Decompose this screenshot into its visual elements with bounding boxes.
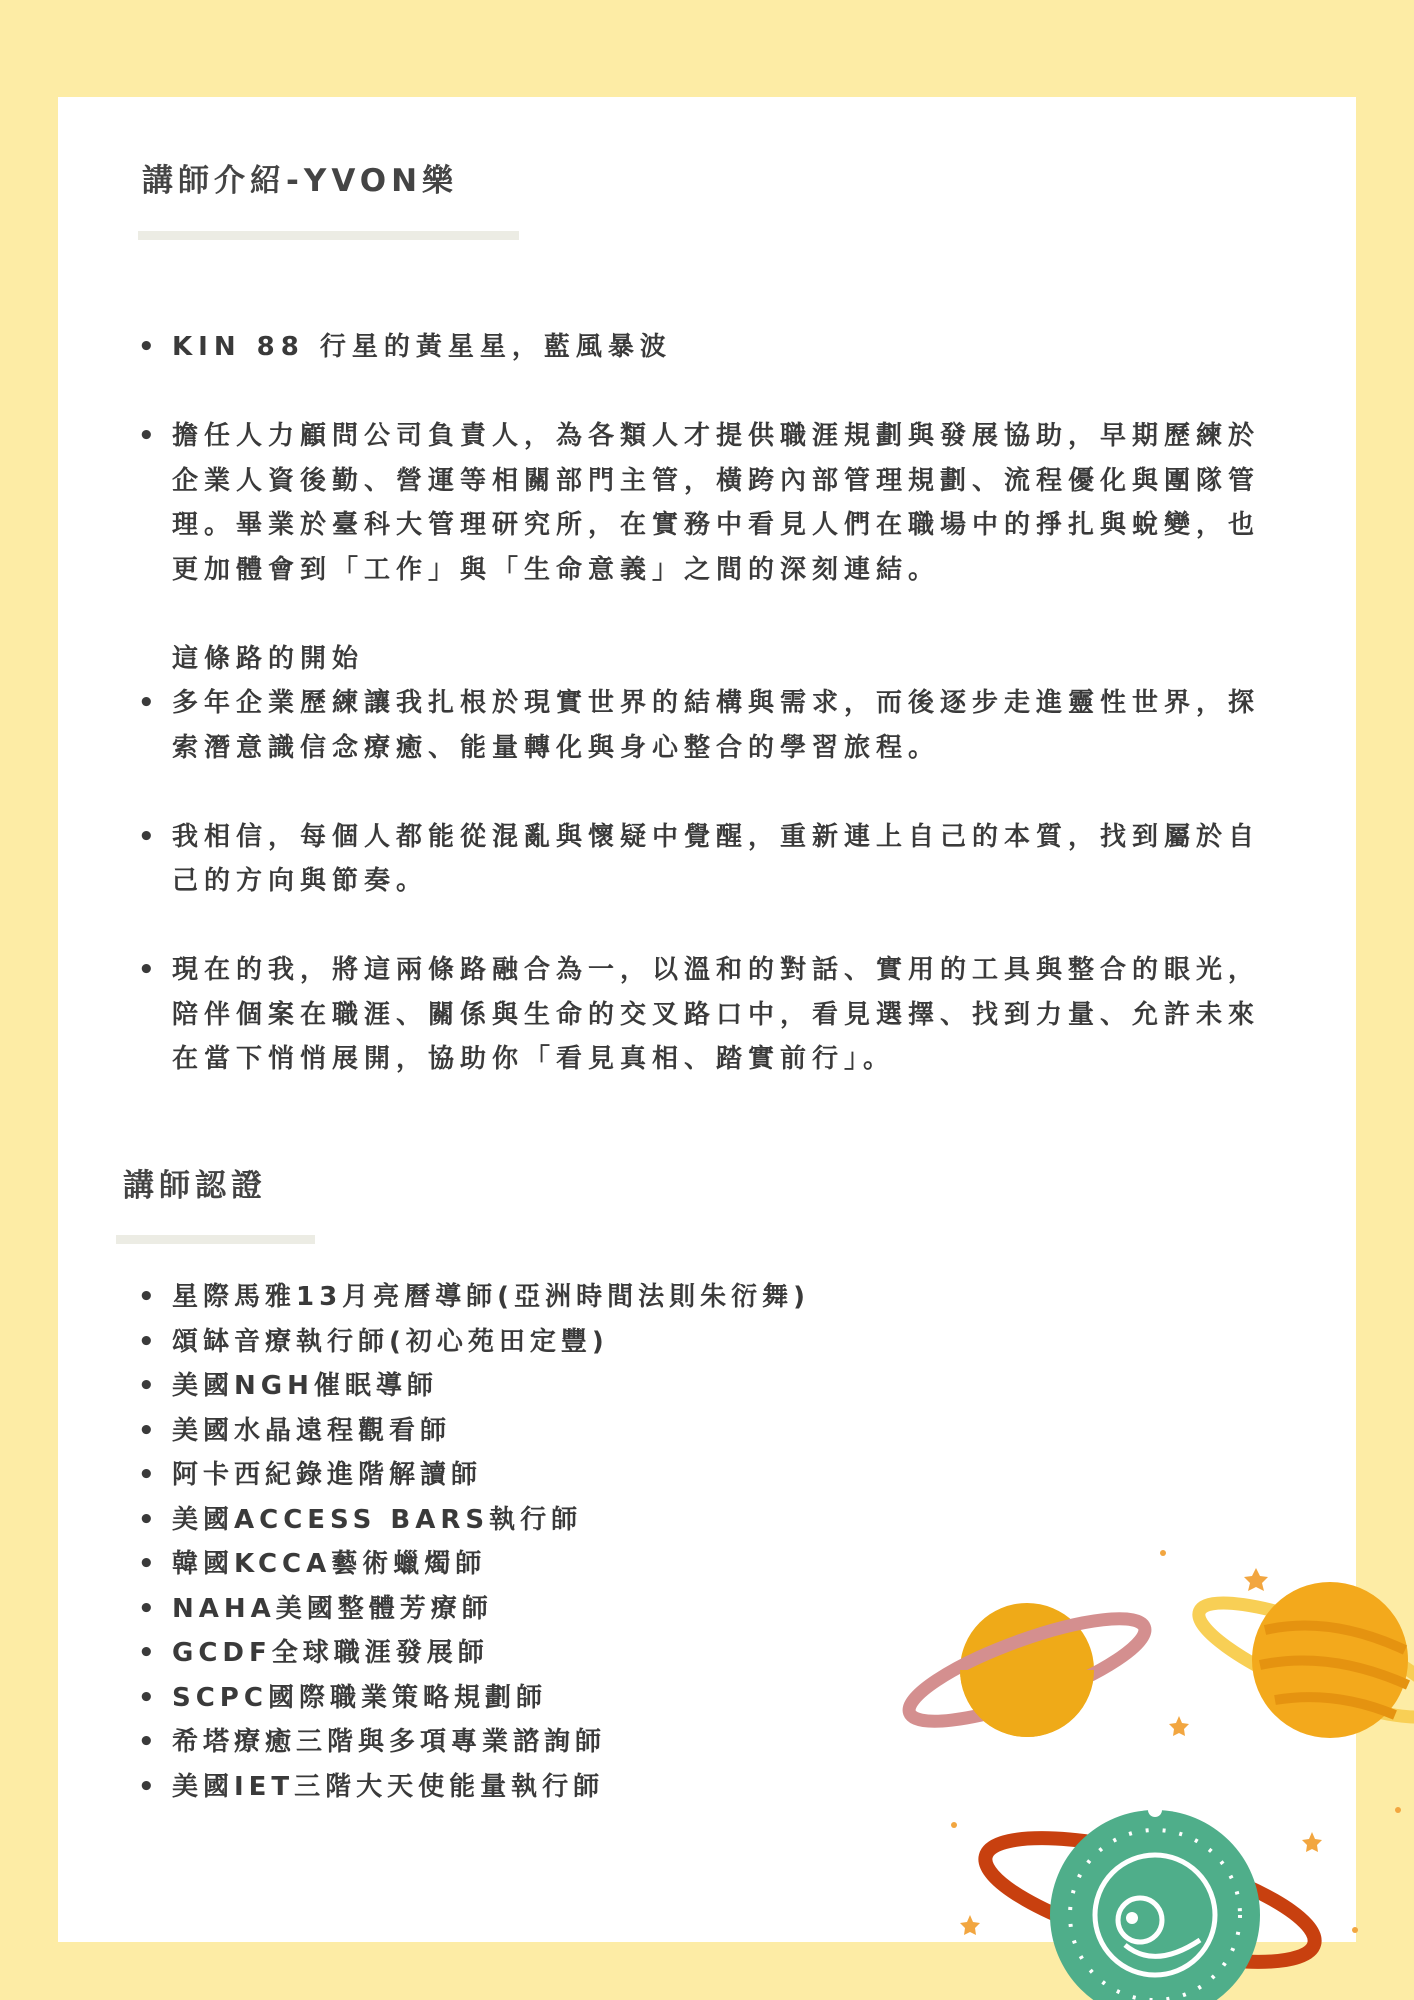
certification-item: • 阿卡西紀錄進階解讀師 [138, 1453, 1038, 1498]
instructor-intro-title: 講師介紹-YVON樂 [142, 163, 459, 199]
certification-item: • 韓國KCCA藝術蠟燭師 [138, 1542, 1038, 1587]
bio-list [138, 325, 1268, 1126]
certification-item: • 希塔療癒三階與多項專業諮詢師 [138, 1720, 1038, 1765]
certification-item: • GCDF全球職涯發展師 [138, 1631, 1038, 1676]
bio-item: • 我相信，每個人都能從混亂與懷疑中覺醒，重新連上自己的本質，找到屬於自己的方向與節奏。 [138, 815, 1268, 904]
certification-item: • SCPC國際職業策略規劃師 [138, 1676, 1038, 1721]
certification-item: • NAHA美國整體芳療師 [138, 1587, 1038, 1632]
striped-planet-icon [1187, 1582, 1414, 1739]
certification-item: • 美國NGH催眠導師 [138, 1364, 1038, 1409]
certification-item: • 美國IET三階大天使能量執行師 [138, 1765, 1038, 1810]
certification-item: • 星際馬雅13月亮曆導師(亞洲時間法則朱衍舞) [138, 1275, 1038, 1320]
bio-item: • 擔任人力顧問公司負責人，為各類人才提供職涯規劃與發展協助，早期歷練於企業人資後勤、營運等相關部門主管，橫跨內部管理規劃、流程優化與團隊管理。畢業於臺科大管理研究所，在實務中看見人們在職場中的掙扎與蛻變，也更加體會到「工作」與「生命意義」之間的深刻連結。 [138, 414, 1268, 592]
title-divider [116, 1235, 315, 1244]
logo-planet-icon [974, 1803, 1326, 2000]
bio-subheading: 這條路的開始 [172, 643, 365, 674]
planets-illustration [880, 1520, 1414, 2000]
title-divider [138, 231, 519, 240]
bio-item: • KIN 88 行星的黃星星，藍風暴波 [138, 325, 1268, 370]
ringed-planet-icon [899, 1599, 1154, 1741]
certification-item: • 頌缽音療執行師(初心苑田定豐) [138, 1320, 1038, 1365]
certification-item: • 美國ACCESS BARS執行師 [138, 1498, 1038, 1543]
certification-item: • 美國水晶遠程觀看師 [138, 1409, 1038, 1454]
bio-item: • 現在的我，將這兩條路融合為一，以溫和的對話、實用的工具與整合的眼光，陪伴個案在職涯、關係與生命的交叉路口中，看見選擇、找到力量、允許未來在當下悄悄展開，協助你「看見真相、踏實前行」。 [138, 948, 1268, 1082]
certification-title: 講師認證 [123, 1168, 267, 1204]
bio-item: • 多年企業歷練讓我扎根於現實世界的結構與需求，而後逐步走進靈性世界，探索潛意識信念療癒、能量轉化與身心整合的學習旅程。 [138, 681, 1268, 770]
